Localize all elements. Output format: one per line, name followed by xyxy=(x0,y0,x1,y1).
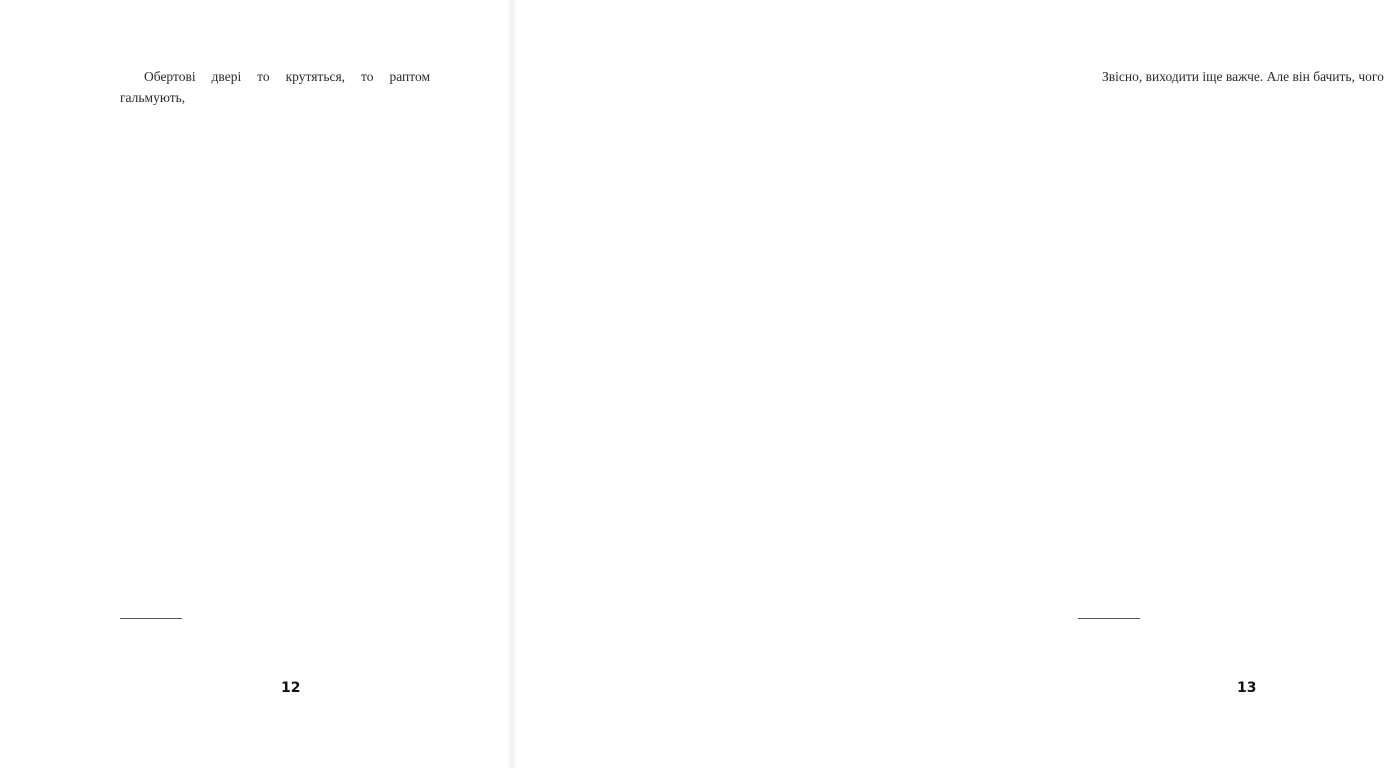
right-body-text xyxy=(1078,66,1388,87)
left-page xyxy=(0,0,512,768)
right-footnote-rule xyxy=(1078,618,1140,619)
left-page-number: 12 xyxy=(281,680,301,696)
left-body-text xyxy=(120,66,430,108)
left-first-line: Обертові двері то крутяться, то раптом гальмують, xyxy=(120,69,430,105)
right-page-number: 13 xyxy=(1237,680,1257,696)
right-page xyxy=(512,0,1384,768)
left-footnote-rule xyxy=(120,618,182,619)
right-first-line: Звісно, виходити іще важче. Але він бачить, чого xyxy=(1102,69,1384,84)
